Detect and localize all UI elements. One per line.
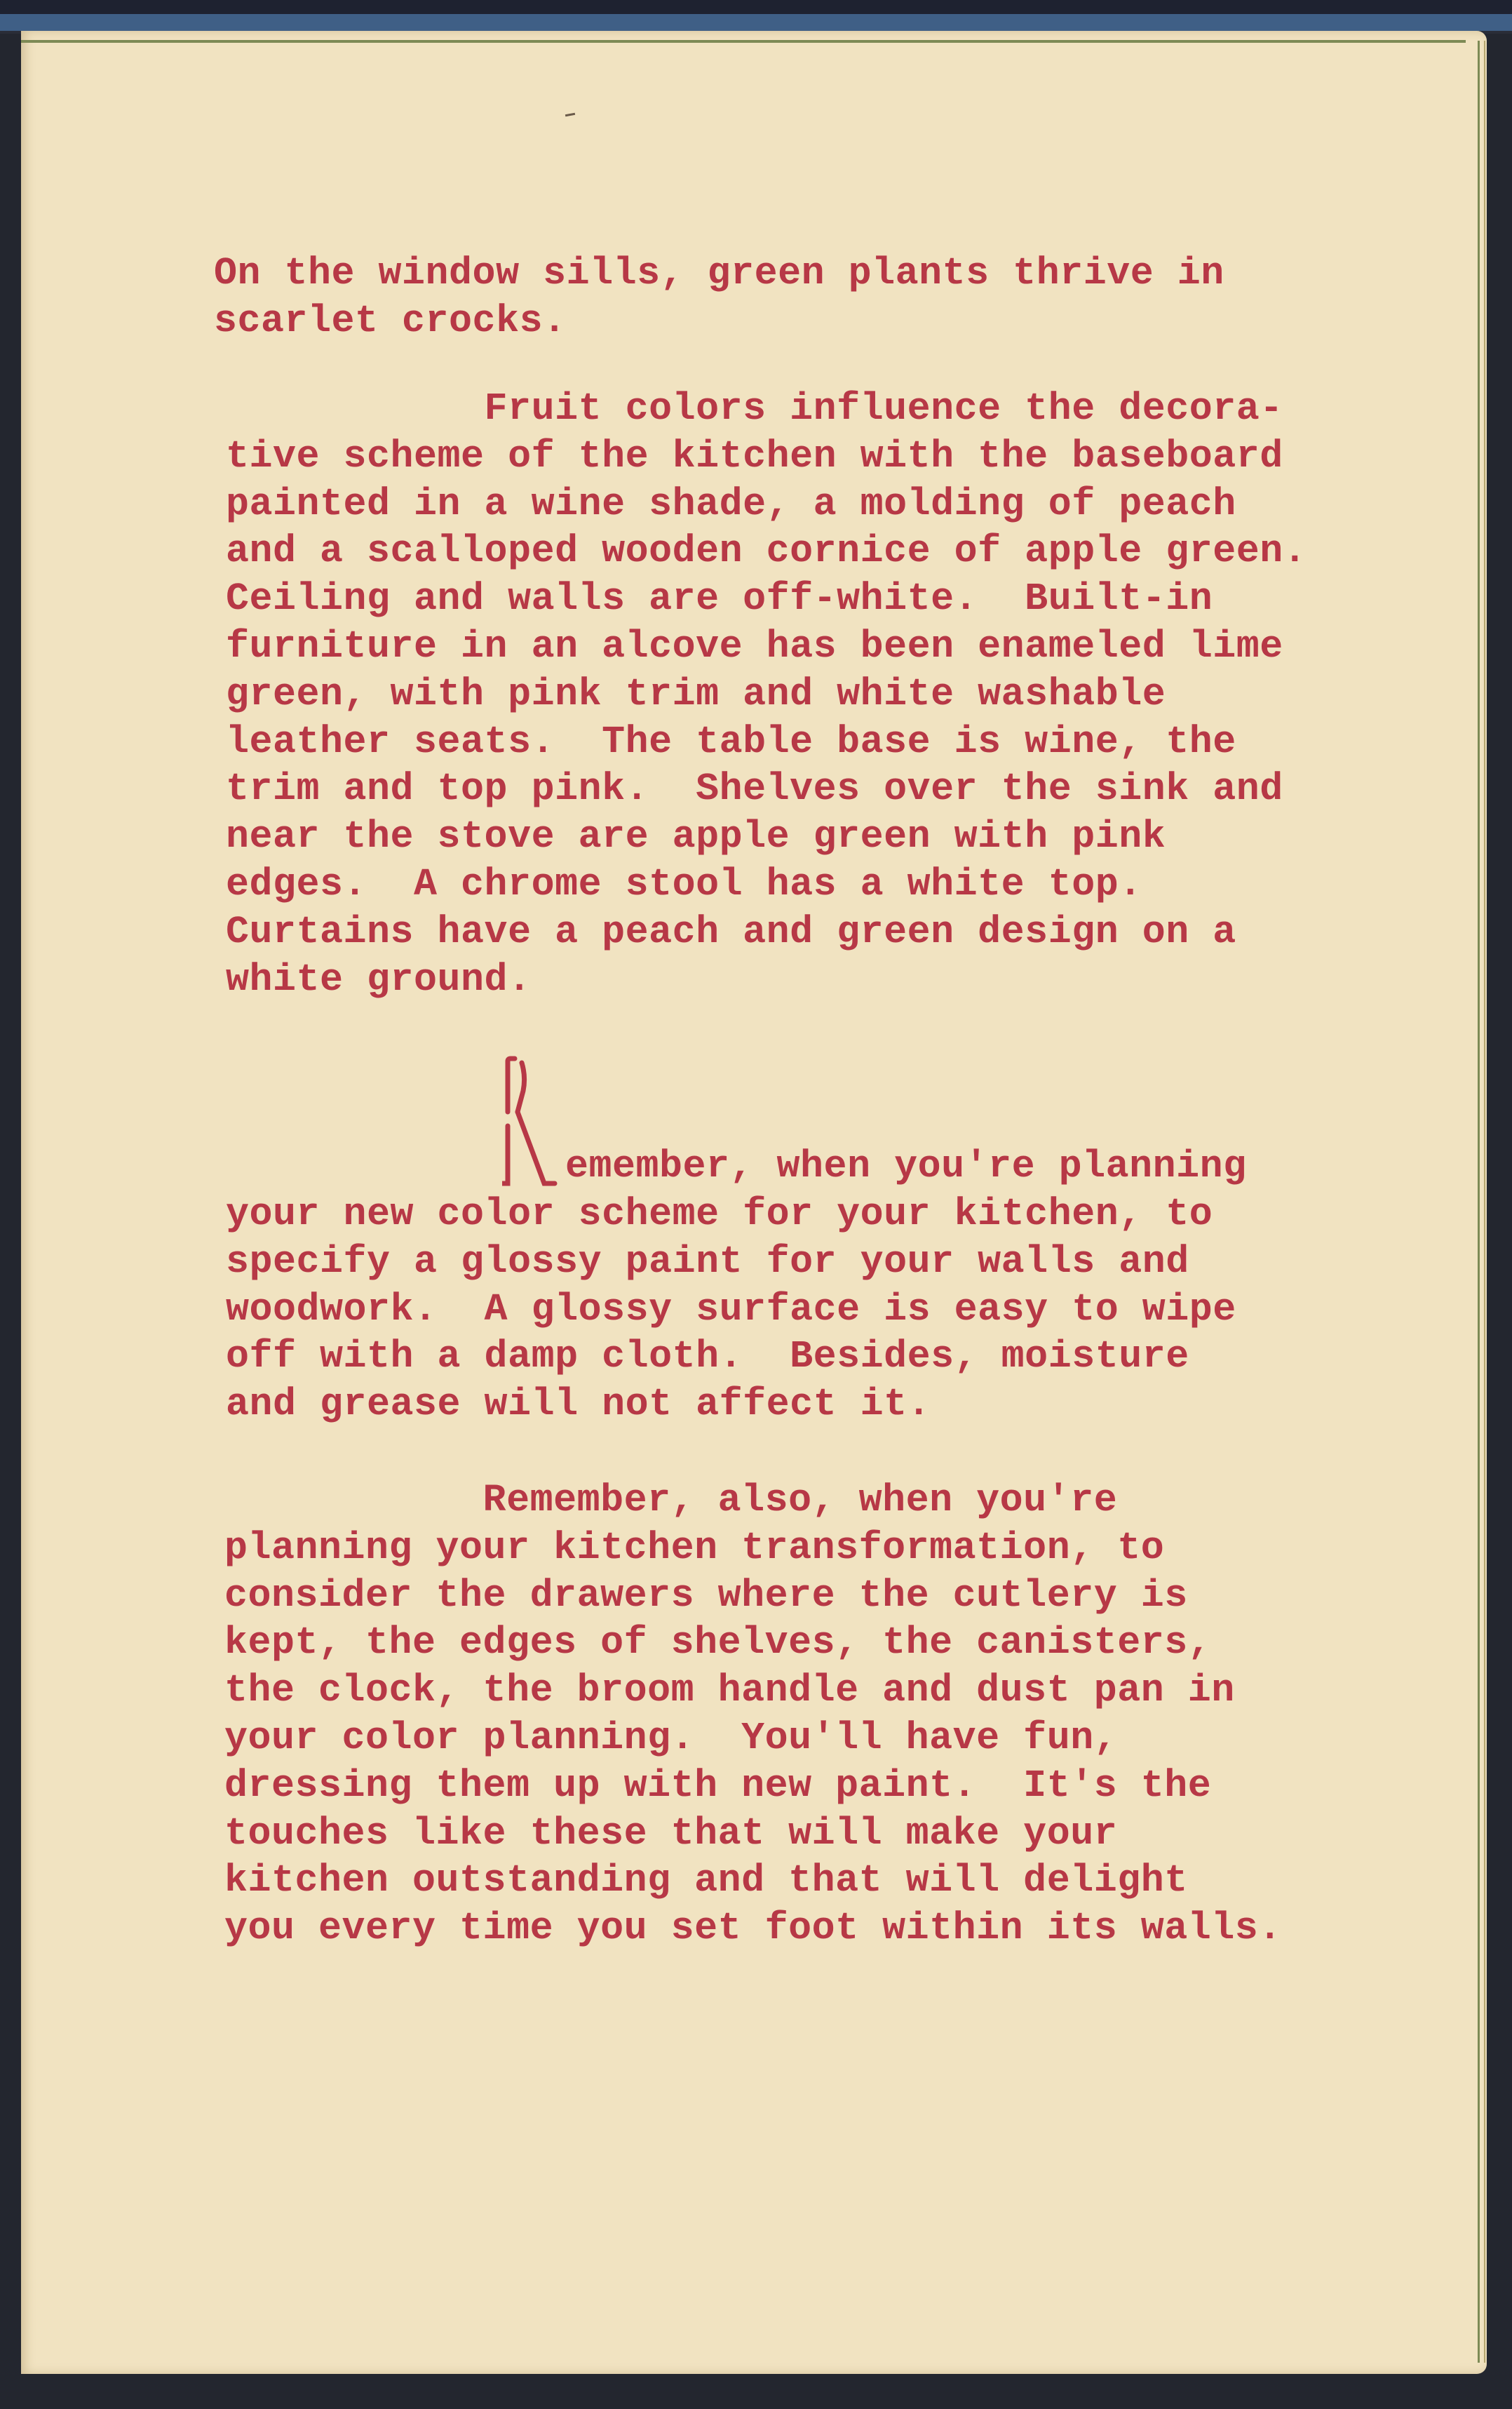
- text-line: specify a glossy paint for your walls and: [226, 1239, 1189, 1284]
- page-edge: [1478, 41, 1485, 2363]
- drop-cap-r: [502, 1056, 565, 1189]
- paragraph-fruit-colors: [226, 385, 1307, 1003]
- text-line: the clock, the broom handle and dust pan in: [224, 1668, 1235, 1713]
- text-line: Remember, also, when you're: [224, 1478, 1118, 1522]
- text-line: planning your kitchen transformation, to: [224, 1525, 1165, 1570]
- text-line: you every time you set foot within its walls.: [224, 1906, 1282, 1951]
- paragraph-window-sills: [214, 250, 1224, 345]
- text-line: woodwork. A glossy surface is easy to wipe: [226, 1287, 1236, 1331]
- text-line: off with a damp cloth. Besides, moisture: [226, 1334, 1189, 1379]
- text-line: leather seats. The table base is wine, the: [226, 719, 1236, 764]
- text-line: On the window sills, green plants thrive in: [214, 251, 1224, 295]
- text-line: tive scheme of the kitchen with the baseboard: [226, 434, 1283, 478]
- text-line: Curtains have a peach and green design on a: [226, 909, 1236, 954]
- paragraph-remember-first-line: [565, 1143, 1247, 1190]
- text-line: Ceiling and walls are off-white. Built-in: [226, 577, 1213, 622]
- paragraph-remember: [226, 1190, 1236, 1428]
- text-line: and grease will not affect it.: [226, 1382, 931, 1427]
- text-line: furniture in an alcove has been enameled lime: [226, 624, 1283, 669]
- paragraph-remember-also: [224, 1477, 1282, 1952]
- text-line: Fruit colors influence the decora-: [226, 387, 1283, 431]
- text-line: your color planning. You'll have fun,: [224, 1715, 1118, 1760]
- page-border-rule: [21, 40, 1466, 43]
- text-line: green, with pink trim and white washable: [226, 671, 1166, 716]
- text-line: kept, the edges of shelves, the canisters,: [224, 1620, 1212, 1665]
- text-line: consider the drawers where the cutlery is: [224, 1573, 1188, 1618]
- text-line: near the stove are apple green with pink: [226, 814, 1166, 859]
- text-line: edges. A chrome stool has a white top.: [226, 861, 1142, 906]
- text-line: your new color scheme for your kitchen, to: [226, 1192, 1213, 1236]
- text-line: painted in a wine shade, a molding of peach: [226, 481, 1236, 526]
- book-cover-edge: [0, 0, 1512, 34]
- text-line: kitchen outstanding and that will delight: [224, 1858, 1188, 1903]
- text-line: dressing them up with new paint. It's the: [224, 1763, 1212, 1808]
- text-line: white ground.: [226, 957, 532, 1002]
- text-line: and a scalloped wooden cornice of apple green.: [226, 529, 1307, 574]
- text-line: touches like these that will make your: [224, 1811, 1118, 1856]
- text-line: scarlet crocks.: [214, 298, 567, 343]
- text-line: trim and top pink. Shelves over the sink and: [226, 767, 1283, 812]
- text-line: emember, when you're planning: [565, 1144, 1247, 1188]
